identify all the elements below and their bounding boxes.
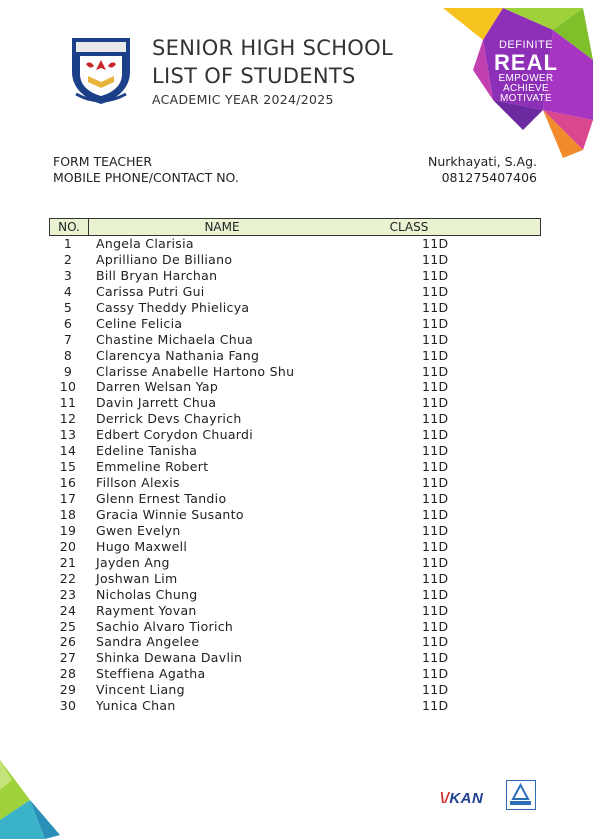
row-number: 4: [63, 283, 73, 299]
student-name: Clarisse Anabelle Hartono Shu: [96, 363, 295, 379]
student-name: Joshwan Lim: [96, 570, 178, 586]
student-class: 11D: [422, 538, 449, 554]
academic-year: ACADEMIC YEAR 2024/2025: [152, 92, 334, 107]
table-row: [49, 427, 541, 443]
table-row: [49, 698, 541, 714]
row-number: 14: [59, 443, 77, 459]
student-class: 11D: [422, 682, 449, 698]
header-no: NO.: [50, 219, 89, 235]
certification-mark-icon: [507, 781, 534, 808]
row-number: 11: [59, 395, 77, 411]
student-class: 11D: [422, 251, 449, 267]
table-row: [49, 491, 541, 507]
student-class: 11D: [422, 267, 449, 283]
header-name: NAME: [204, 220, 240, 234]
table-row: [49, 395, 541, 411]
student-class: 11D: [422, 315, 449, 331]
student-class: 11D: [422, 379, 449, 395]
table-row: [49, 539, 541, 555]
table-row: [49, 523, 541, 539]
student-name: Nicholas Chung: [96, 586, 198, 602]
table-row: [49, 268, 541, 284]
row-number: 18: [59, 506, 77, 522]
form-teacher-label: FORM TEACHER: [53, 154, 153, 169]
student-class: 11D: [422, 586, 449, 602]
table-row: [49, 332, 541, 348]
motto-word-3: EMPOWER: [498, 73, 554, 84]
table-row: [49, 236, 541, 252]
row-number: 5: [63, 299, 73, 315]
student-name: Glenn Ernest Tandio: [96, 491, 227, 506]
table-row: [49, 507, 541, 523]
row-number: 10: [59, 379, 77, 395]
title-line-1: SENIOR HIGH SCHOOL: [152, 36, 393, 60]
row-number: 27: [59, 650, 77, 666]
table-row: [49, 443, 541, 459]
student-name: Steffiena Agatha: [96, 666, 206, 682]
table-row: [49, 364, 541, 380]
student-class: 11D: [422, 554, 449, 570]
table-row: [49, 379, 541, 395]
student-class: 11D: [422, 411, 449, 427]
student-name: Chastine Michaela Chua: [96, 331, 254, 347]
row-number: 20: [59, 538, 77, 554]
student-class: 11D: [422, 491, 449, 506]
student-name: Sandra Angelee: [96, 634, 200, 650]
student-name: Edbert Corydon Chuardi: [96, 427, 254, 443]
contact-value: 081275407406: [441, 170, 537, 185]
school-crest-icon: [68, 34, 134, 106]
student-class: 11D: [422, 570, 449, 586]
table-row: [49, 252, 541, 268]
table-row: [49, 571, 541, 587]
student-class: 11D: [422, 395, 449, 411]
student-class: 11D: [422, 427, 449, 443]
header-class: CLASS: [389, 220, 429, 234]
motto-word-5: MOTIVATE: [499, 93, 553, 104]
student-name: Fillson Alexis: [96, 475, 180, 491]
student-name: Davin Jarrett Chua: [96, 395, 217, 411]
row-number: 17: [59, 491, 77, 506]
student-name: Darren Welsan Yap: [96, 379, 219, 395]
table-row: [49, 666, 541, 682]
student-class: 11D: [422, 618, 449, 634]
row-number: 6: [63, 315, 73, 331]
title-line-2: LIST OF STUDENTS: [152, 64, 356, 88]
table-row: [49, 682, 541, 698]
row-number: 15: [59, 459, 77, 475]
student-name: Shinka Dewana Davlin: [96, 650, 243, 666]
student-name: Gwen Evelyn: [96, 522, 181, 538]
student-name: Sachio Alvaro Tiorich: [96, 618, 234, 634]
certification-icon: [506, 780, 536, 810]
student-class: 11D: [422, 650, 449, 666]
table-row: [49, 300, 541, 316]
row-number: 8: [63, 347, 73, 363]
student-class: 11D: [422, 459, 449, 475]
row-number: 3: [63, 267, 73, 283]
row-number: 9: [63, 363, 73, 379]
table-row: [49, 619, 541, 635]
student-name: Vincent Liang: [96, 682, 185, 698]
motto-word-2: REAL: [494, 50, 558, 75]
student-class: 11D: [422, 236, 449, 251]
row-number: 26: [59, 634, 77, 650]
table-row: [49, 475, 541, 491]
student-class: 11D: [422, 666, 449, 682]
student-name: Edeline Tanisha: [96, 443, 198, 459]
table-row: [49, 411, 541, 427]
motto-word-4: ACHIEVE: [502, 83, 549, 94]
row-number: 12: [59, 411, 77, 427]
student-class: 11D: [422, 443, 449, 459]
student-name: Cassy Theddy Phielicya: [96, 299, 250, 315]
kan-logo-text: KAN: [449, 790, 484, 807]
row-number: 25: [59, 618, 77, 634]
student-table: [49, 218, 541, 714]
row-number: 16: [59, 475, 77, 491]
row-number: 24: [59, 602, 77, 618]
student-class: 11D: [422, 347, 449, 363]
student-name: Aprilliano De Billiano: [96, 251, 233, 267]
student-class: 11D: [422, 522, 449, 538]
motto-word-1: DEFINITE: [498, 39, 554, 51]
student-name: Angela Clarisia: [96, 236, 194, 251]
student-name: Clarencya Nathania Fang: [96, 347, 260, 363]
student-class: 11D: [422, 331, 449, 347]
row-number: 30: [59, 698, 77, 714]
document-title-block: [152, 34, 393, 109]
table-body: [49, 236, 541, 714]
kan-logo: \/KAN: [440, 790, 484, 807]
student-name: Jayden Ang: [96, 554, 170, 570]
row-number: 19: [59, 522, 77, 538]
student-name: Rayment Yovan: [96, 602, 197, 618]
student-name: Carissa Putri Gui: [96, 283, 205, 299]
student-name: Bill Bryan Harchan: [96, 267, 218, 283]
row-number: 2: [63, 251, 73, 267]
table-header: [49, 218, 541, 236]
table-row: [49, 284, 541, 300]
student-class: 11D: [422, 299, 449, 315]
student-class: 11D: [422, 363, 449, 379]
table-row: [49, 348, 541, 364]
row-number: 7: [63, 331, 73, 347]
row-number: 23: [59, 586, 77, 602]
student-name: Yunica Chan: [96, 698, 176, 714]
row-number: 28: [59, 666, 77, 682]
info-values: [428, 154, 537, 186]
student-name: Emmeline Robert: [96, 459, 209, 475]
decorative-bottom-graphic: [0, 750, 70, 839]
row-number: 1: [63, 236, 73, 251]
contact-label: MOBILE PHONE/CONTACT NO.: [53, 170, 239, 185]
form-teacher-value: Nurkhayati, S.Ag.: [428, 154, 537, 169]
table-row: [49, 603, 541, 619]
row-number: 21: [59, 554, 77, 570]
table-row: [49, 650, 541, 666]
student-class: 11D: [422, 634, 449, 650]
row-number: 13: [59, 427, 77, 443]
table-row: [49, 316, 541, 332]
student-name: Derrick Devs Chayrich: [96, 411, 242, 427]
student-name: Gracia Winnie Susanto: [96, 506, 244, 522]
table-row: [49, 634, 541, 650]
student-name: Celine Felicia: [96, 315, 183, 331]
table-row: [49, 587, 541, 603]
student-class: 11D: [422, 283, 449, 299]
row-number: 29: [59, 682, 77, 698]
student-class: 11D: [422, 506, 449, 522]
student-class: 11D: [422, 475, 449, 491]
table-row: [49, 459, 541, 475]
student-name: Hugo Maxwell: [96, 538, 188, 554]
info-labels: [53, 154, 239, 186]
row-number: 22: [59, 570, 77, 586]
student-class: 11D: [422, 698, 449, 714]
motto-text: [486, 40, 566, 104]
table-row: [49, 555, 541, 571]
student-class: 11D: [422, 602, 449, 618]
